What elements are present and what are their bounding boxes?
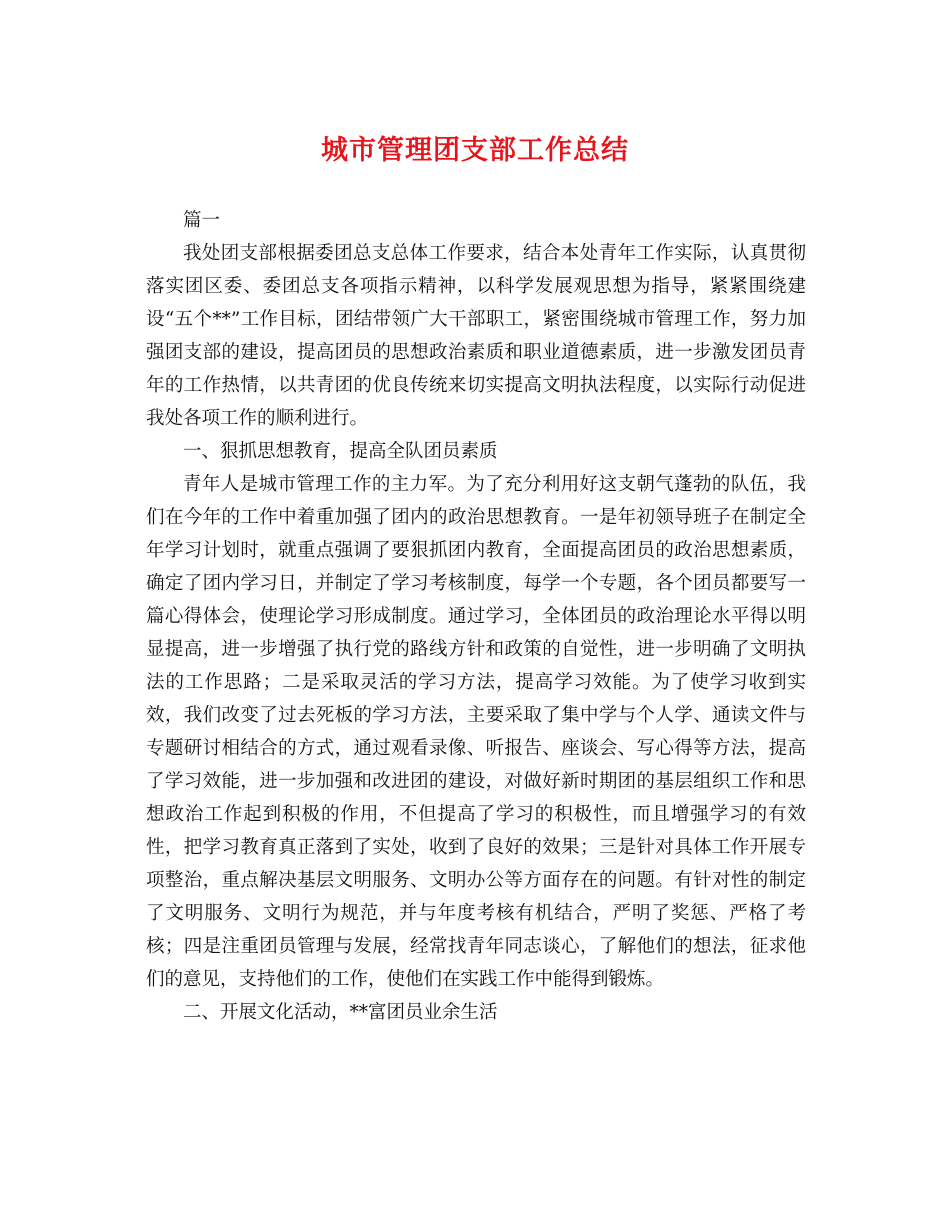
section-2-heading: 二、开展文化活动，**富团员业余生活: [183, 1002, 498, 1023]
section-1-heading: 一、狠抓思想教育，提高全队团员素质: [183, 441, 498, 462]
document-title: 城市管理团支部工作总结: [321, 135, 629, 166]
document-body: [146, 204, 806, 1029]
part-label: 篇一: [183, 210, 221, 231]
section-1-paragraph: 青年人是城市管理工作的主力军。为了充分利用好这支朝气蓬勃的队伍，我们在今年的工作中着重加强了团内的政治思想教育。一是年初领导班子在制定全年学习计划时，就重点强调了要狠抓团内教育，全面提高团员的政治思想素质，确定了团内学习日，并制定了学习考核制度，每学一个专题，各个团员都要写一篇心得体会，使理论学习形成制度。通过学习，全体团员的政治理论水平得以明显提高，进一步增强了执行党的路线方针和政策的自觉性，进一步明确了文明执法的工作思路；二是采取灵活的学习方法，提高学习效能。为了使学习收到实效，我们改变了过去死板的学习方法，主要采取了集中学与个人学、通读文件与专题研讨相结合的方式，通过观看录像、听报告、座谈会、写心得等方法，提高了学习效能，进一步加强和改进团的建设，对做好新时期团的基层组织工作和思想政治工作起到积极的作用，不但提高了学习的积极性，而且增强学习的有效性，把学习教育真正落到了实处，收到了良好的效果；三是针对具体工作开展专项整治，重点解决基层文明服务、文明办公等方面存在的问题。有针对性的制定了文明服务、文明行为规范，并与年度考核有机结合，严明了奖惩、严格了考核；四是注重团员管理与发展，经常找青年同志谈心，了解他们的想法，征求他们的意见，支持他们的工作，使他们在实践工作中能得到锻炼。: [146, 474, 806, 990]
intro-paragraph: 我处团支部根据委团总支总体工作要求，结合本处青年工作实际，认真贯彻落实团区委、委团总支各项指示精神，以科学发展观思想为指导，紧紧围绕建设“五个**”工作目标，团结带领广大干部职工，紧密围绕城市管理工作，努力加强团支部的建设，提高团员的思想政治素质和职业道德素质，进一步激发团员青年的工作热情，以共青团的优良传统来切实提高文明执法程度，以实际行动促进我处各项工作的顺利进行。: [146, 243, 806, 429]
